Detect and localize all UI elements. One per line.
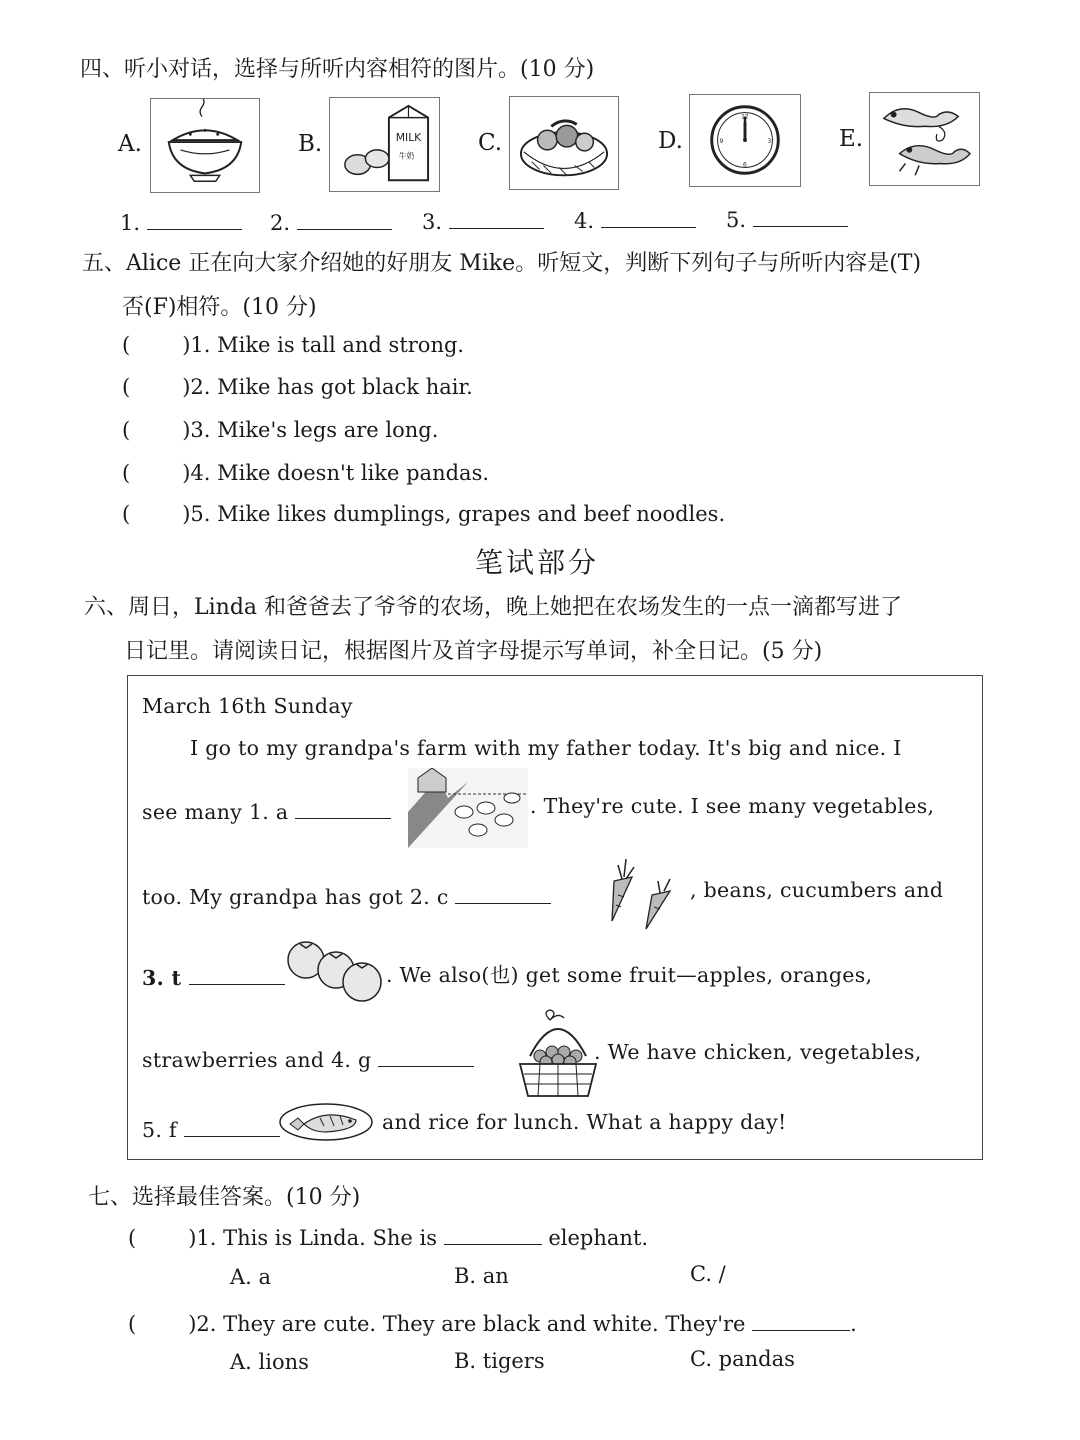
milk-eggs-icon — [329, 97, 440, 192]
diary-hint-2: too. My grandpa has got 2. c — [142, 885, 449, 909]
diary-line-3 — [142, 881, 551, 909]
fish-dish-image — [276, 1100, 376, 1144]
svg-text:3: 3 — [767, 138, 772, 145]
grapes-basket-image — [510, 1006, 606, 1101]
section6-heading: 六、周日，Linda 和爸爸去了爷爷的农场，晚上她把在农场发生的一点一滴都写进了 — [84, 595, 903, 620]
tf-item-4 — [122, 461, 489, 485]
tf-item-text: )1. Mike is tall and strong. — [182, 333, 465, 357]
answer-paren[interactable]: ( — [122, 502, 131, 526]
tf-item-5 — [122, 502, 725, 526]
sheep-farm-image — [408, 768, 528, 848]
option-c-label: C. — [478, 130, 503, 156]
answer-paren[interactable]: ( — [128, 1226, 137, 1250]
option-a-label: A. — [118, 131, 142, 157]
tf-item-text: )3. Mike's legs are long. — [182, 418, 439, 442]
written-section-title: 笔试部分 — [475, 546, 600, 579]
diary-hint-4: strawberries and 4. g — [142, 1048, 372, 1072]
diary-line-1: I go to my grandpa's farm with my father today. It's big and nice. I — [190, 736, 902, 760]
option-d-label: D. — [658, 128, 683, 154]
diary-hint-5: 5. f — [142, 1118, 177, 1142]
diary-hint-1: see many 1. a — [142, 800, 289, 824]
answer-blank[interactable] — [189, 962, 285, 985]
milk-cn-text: 牛奶 — [398, 151, 415, 161]
answer-paren[interactable]: ( — [122, 375, 131, 399]
q2-option-b[interactable]: B. tigers — [454, 1349, 545, 1373]
answer-blank[interactable] — [601, 205, 696, 228]
answer-line-3 — [422, 206, 544, 234]
carrots-image — [594, 851, 690, 931]
answer-blank[interactable] — [184, 1114, 280, 1137]
answer-paren[interactable]: ( — [122, 333, 131, 357]
answer-blank[interactable] — [449, 206, 544, 229]
diary-line-3b: , beans, cucumbers and — [690, 878, 944, 902]
diary-line-4b: . We also(也) get some fruit—apples, oranges, — [386, 963, 873, 987]
tf-item-text: )2. Mike has got black hair. — [182, 375, 473, 399]
fruit-basket-icon — [509, 96, 619, 190]
answer-number: 5. — [726, 208, 747, 232]
tf-item-3 — [122, 418, 438, 442]
chameleon-icon — [869, 92, 980, 186]
answer-blank[interactable] — [378, 1044, 474, 1067]
section6-heading-line2: 日记里。请阅读日记，根据图片及首字母提示写单词，补全日记。(5 分) — [124, 639, 823, 664]
question-text: )2. They are cute. They are black and white. They're — [188, 1312, 746, 1336]
answer-blank[interactable] — [297, 207, 392, 230]
question-text: )1. This is Linda. She is — [188, 1226, 437, 1250]
answer-number: 1. — [120, 211, 141, 235]
answer-number: 4. — [574, 209, 595, 233]
diary-line-6b: and rice for lunch. What a happy day! — [382, 1110, 787, 1134]
mc-question-2 — [128, 1308, 857, 1336]
answer-number: 2. — [270, 211, 291, 235]
diary-line-2 — [142, 796, 391, 824]
question-text-end: . — [850, 1312, 857, 1336]
answer-blank[interactable] — [147, 207, 242, 230]
tomatoes-image — [280, 934, 390, 1004]
diary-line-5b: . We have chicken, vegetables, — [594, 1040, 922, 1064]
section7-heading: 七、选择最佳答案。(10 分) — [88, 1185, 361, 1210]
q1-option-a[interactable]: A. a — [230, 1265, 272, 1289]
answer-paren[interactable]: ( — [128, 1312, 137, 1336]
svg-text:9: 9 — [719, 138, 724, 145]
answer-paren[interactable]: ( — [122, 461, 131, 485]
svg-text:12: 12 — [741, 114, 749, 121]
answer-line-1 — [120, 207, 242, 235]
diary-line-2b: . They're cute. I see many vegetables, — [530, 794, 935, 818]
milk-label-text: MILK — [395, 131, 422, 145]
tf-item-2 — [122, 375, 473, 399]
answer-blank[interactable] — [455, 881, 551, 904]
answer-line-5 — [726, 204, 848, 232]
diary-line-5 — [142, 1044, 474, 1072]
answer-blank[interactable] — [444, 1222, 542, 1245]
tf-item-1 — [122, 333, 464, 357]
tf-item-text: )5. Mike likes dumplings, grapes and beef noodles. — [182, 502, 726, 526]
q1-option-b[interactable]: B. an — [454, 1264, 509, 1288]
answer-blank[interactable] — [753, 204, 848, 227]
tf-item-text: )4. Mike doesn't like pandas. — [182, 461, 490, 485]
answer-paren[interactable]: ( — [122, 418, 131, 442]
answer-blank[interactable] — [752, 1308, 850, 1331]
q2-option-a[interactable]: A. lions — [230, 1350, 309, 1374]
rice-bowl-icon — [150, 98, 260, 193]
section5-heading-line2: 否(F)相符。(10 分) — [122, 295, 317, 320]
diary-box — [127, 675, 983, 1160]
diary-hint-3: 3. t — [142, 966, 182, 990]
answer-blank[interactable] — [295, 796, 391, 819]
answer-number: 3. — [422, 210, 443, 234]
section4-heading: 四、听小对话，选择与所听内容相符的图片。(10 分) — [80, 57, 595, 82]
diary-line-6 — [142, 1114, 280, 1142]
answer-line-4 — [574, 205, 696, 233]
q1-option-c[interactable]: C. / — [690, 1262, 726, 1286]
option-e-label: E. — [839, 126, 864, 152]
q2-option-c[interactable]: C. pandas — [690, 1347, 795, 1371]
answer-line-2 — [270, 207, 392, 235]
question-text-end: elephant. — [548, 1226, 649, 1250]
clock-icon — [689, 94, 801, 187]
mc-question-1 — [128, 1222, 648, 1250]
section5-heading: 五、Alice 正在向大家介绍她的好朋友 Mike。听短文，判断下列句子与所听内容是(T) — [82, 251, 922, 276]
svg-text:6: 6 — [743, 162, 747, 169]
diary-line-4 — [142, 962, 285, 990]
diary-date: March 16th Sunday — [142, 694, 353, 718]
option-b-label: B. — [298, 131, 323, 157]
